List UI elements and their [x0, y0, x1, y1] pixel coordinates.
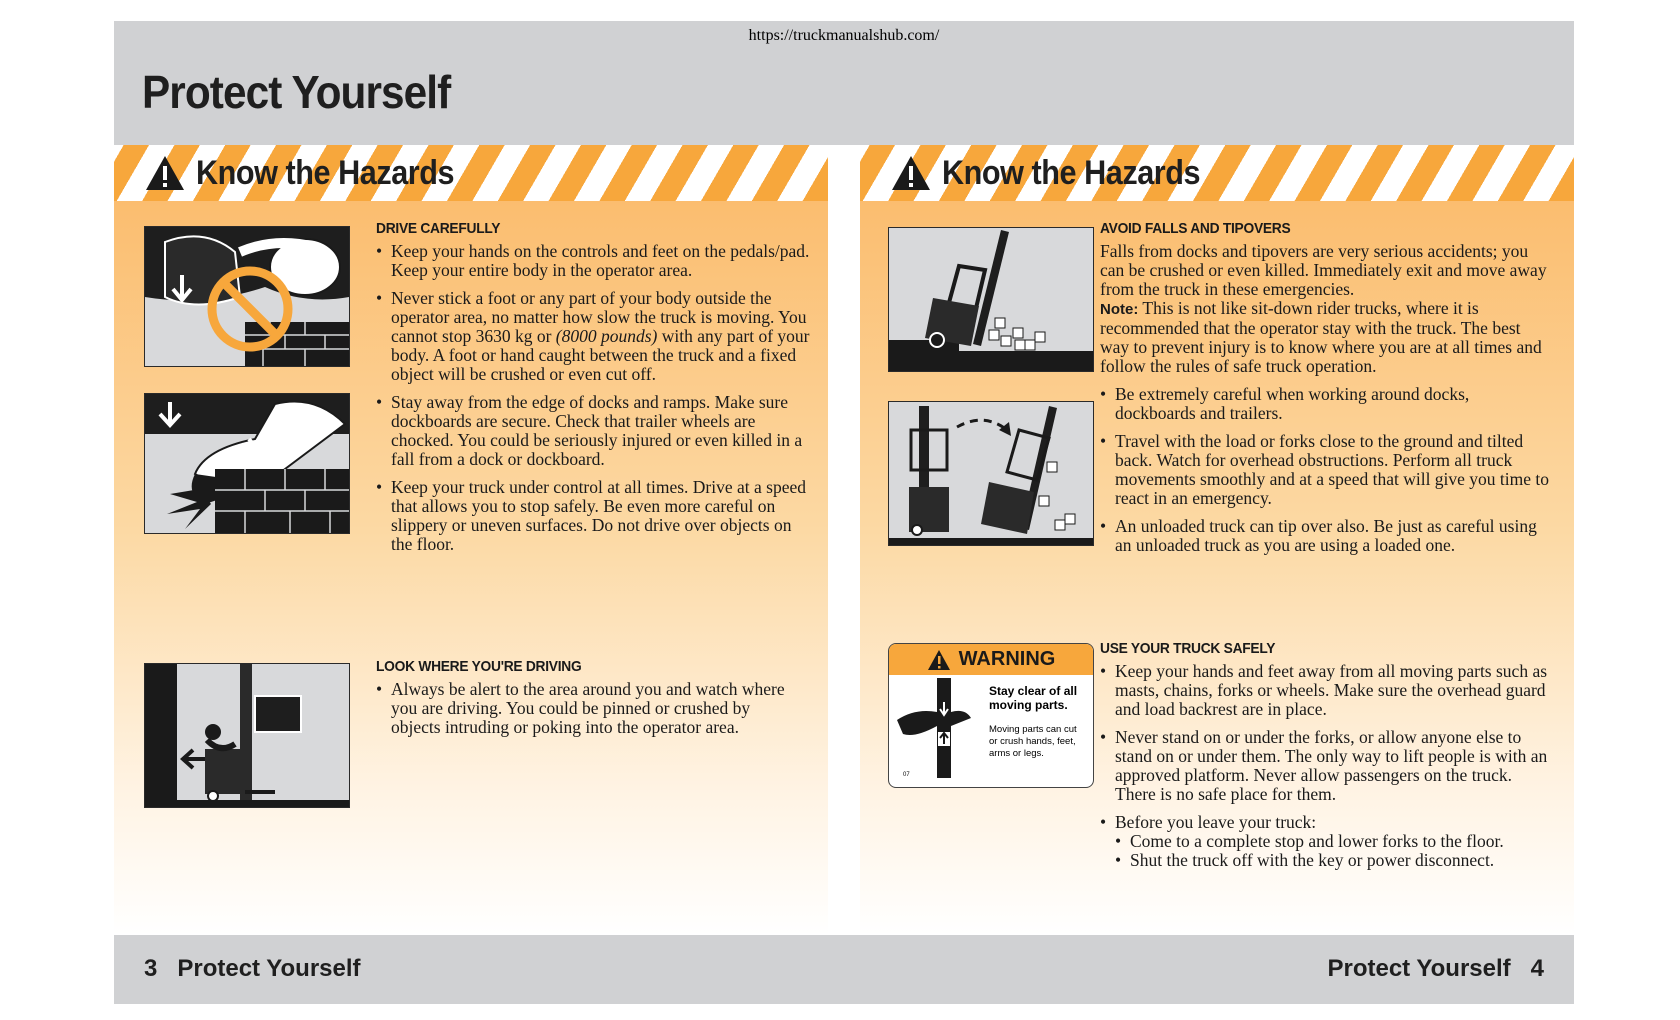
illustration-look-driving — [144, 663, 350, 808]
section-heading: DRIVE CAREFULLY — [376, 220, 501, 237]
section-heading: AVOID FALLS AND TIPOVERS — [1100, 220, 1291, 237]
illustration-dock-tipover — [888, 227, 1094, 372]
warning-header — [889, 644, 1093, 675]
falls-tipovers-section — [1100, 219, 1550, 564]
sub-bullet-item: • Shut the truck off with the key or power disconnect. — [1100, 851, 1550, 870]
warning-code: 07 — [903, 772, 910, 778]
bullet-item — [376, 289, 816, 384]
bullet-item: • Before you leave your truck: — [1100, 813, 1550, 832]
banner-text: Know the Hazards — [942, 153, 1201, 192]
warning-label: WARNING — [958, 648, 1056, 670]
paragraph: Falls from docks and tipovers are very serious accidents; you can be crushed or even killed. Immediately exit and move away from the truck in these emergencies. — [1100, 241, 1547, 299]
warning-main-text: Stay clear of all moving parts. — [989, 684, 1078, 712]
footer-band — [114, 935, 1574, 1004]
bullet-item: • Keep your hands and feet away from all moving parts such as masts, chains, forks or wheels. Make sure the overhead guard and load backrest are in place. — [1100, 662, 1550, 719]
bullet-item: • Travel with the load or forks close to the ground and tilted back. Watch for overhead obstructions. Perform all truck movements smoothly and at a speed that will give you time to react in an emergency. — [1100, 432, 1550, 508]
bullet-item: • Never stand on or under the forks, or allow anyone else to stand on or under them. The only way to lift people is with an approved platform. Never allow passengers on the truck. There is no safe place for them. — [1100, 728, 1550, 804]
hand-crush-icon — [895, 678, 987, 778]
bullet-italic: (8000 pounds) — [555, 326, 658, 346]
bullet-item: • Stay away from the edge of docks and ramps. Make sure dockboards are secure. Check that trailer wheels are chocked. You could be seriously injured or even killed in a fall from a dock or dockboard. — [376, 393, 816, 469]
page-gutter — [828, 145, 860, 935]
footer-left-page-label: 3 Protect Yourself — [144, 955, 361, 982]
left-content — [114, 201, 828, 935]
warning-triangle-icon — [144, 154, 186, 192]
note-paragraph — [1100, 299, 1550, 376]
illustration-load-tipover — [888, 401, 1094, 546]
bullet-item: • An unloaded truck can tip over also. Be just as careful using an unloaded truck as you are using a loaded one. — [1100, 517, 1550, 555]
warning-triangle-icon — [890, 154, 932, 192]
right-page — [860, 145, 1574, 935]
warning-decal — [888, 643, 1094, 788]
look-driving-section — [376, 657, 796, 746]
note-text: This is not like sit-down rider trucks, where it is recommended that the operator stay with the truck. The best way to prevent injury is to know where you are at all times and follow the rules of safe truck operation. — [1100, 298, 1542, 376]
source-url[interactable]: https://truckmanualshub.com/ — [748, 27, 940, 44]
illustration-hand-controls — [144, 226, 350, 367]
section-heading: LOOK WHERE YOU'RE DRIVING — [376, 658, 582, 675]
left-page — [114, 145, 828, 935]
bullet-item: • Keep your hands on the controls and feet on the pedals/pad. Keep your entire body in the operator area. — [376, 242, 816, 280]
hazard-banner-title-right — [890, 151, 1229, 195]
banner-text: Know the Hazards — [196, 153, 455, 192]
bullet-item: • Keep your truck under control at all times. Drive at a speed that allows you to stop safely. Be even more careful on slippery or uneven surfaces. Do not drive over objects on the floor. — [376, 478, 816, 554]
bullet-item: • Always be alert to the area around you and watch where you are driving. You could be pinned or crushed by objects intruding or poking into the operator area. — [376, 680, 796, 737]
section-heading: USE YOUR TRUCK SAFELY — [1100, 640, 1276, 657]
sub-bullet-item: • Come to a complete stop and lower forks to the floor. — [1100, 832, 1550, 851]
bullet-text: with any part of your body. A foot or hand caught between the truck and a fixed object will be crushed or even cut off. — [391, 326, 810, 384]
use-safely-section — [1100, 639, 1550, 870]
warning-triangle-icon — [927, 649, 951, 671]
hazard-banner-title-left — [144, 151, 483, 195]
header-band — [114, 21, 1574, 145]
bullet-item: • Be extremely careful when working around docks, dockboards and trailers. — [1100, 385, 1550, 423]
note-label: Note: — [1100, 301, 1139, 318]
bullet-text: Never stick a foot or any part of your body outside the operator area, no matter how slow the truck is moving. You cannot stop 3630 kg or — [391, 288, 807, 346]
page-title: Protect Yourself — [142, 66, 451, 118]
illustration-foot-outside — [144, 393, 350, 534]
right-content — [860, 201, 1574, 935]
footer-right-page-label: Protect Yourself 4 — [1327, 955, 1544, 982]
manual-spread — [114, 21, 1574, 1004]
drive-carefully-section — [376, 219, 816, 563]
warning-sub-text: Moving parts can cut or crush hands, feet, arms or legs. — [989, 724, 1077, 759]
